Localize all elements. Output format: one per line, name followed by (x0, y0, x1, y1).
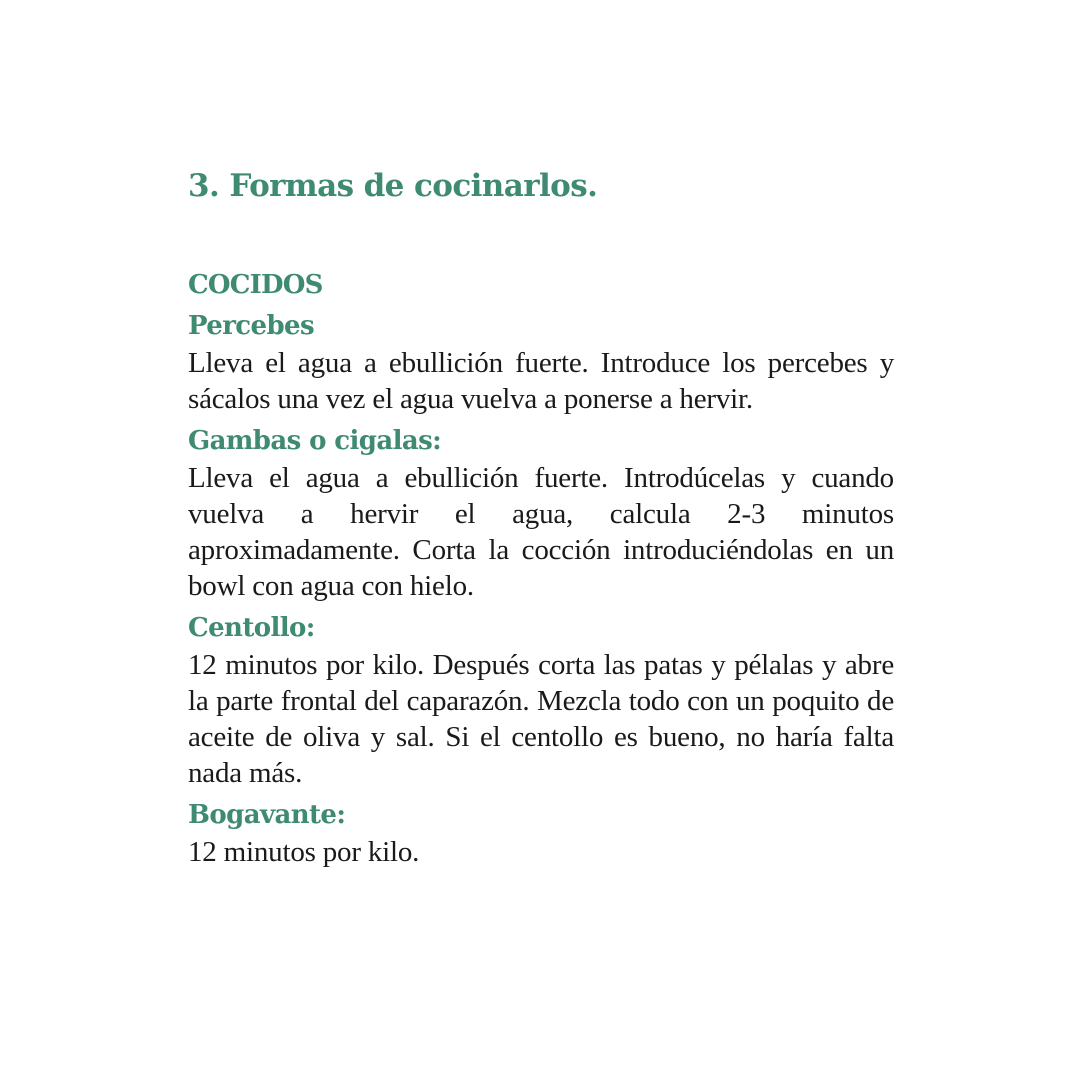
item-title: Centollo: (188, 613, 315, 643)
list-item-percebes (188, 307, 894, 417)
item-description: Lleva el agua a ebullición fuerte. Introdúcelas y cuando vuelva a hervir el agua, calcula 2-3 minutos aproximadamente. Corta la cocción introduciéndolas en un bowl con agua con hielo. (188, 462, 894, 602)
cooking-methods-list (188, 307, 894, 870)
section-heading-cocidos: COCIDOS (188, 270, 323, 300)
item-description: 12 minutos por kilo. Después corta las patas y pélalas y abre la parte frontal del caparazón. Mezcla todo con un poquito de aceite de oliva y sal. Si el centollo es bueno, no haría falta nada más. (188, 649, 894, 789)
list-item-bogavante (188, 796, 894, 870)
document-page (188, 163, 894, 875)
item-title: Gambas o cigalas: (188, 426, 442, 456)
list-item-gambas (188, 422, 894, 604)
item-title: Bogavante: (188, 800, 346, 830)
item-description: Lleva el agua a ebullición fuerte. Introduce los percebes y sácalos una vez el agua vuelva a ponerse a hervir. (188, 347, 894, 415)
item-title: Percebes (188, 311, 315, 341)
page-title: 3. Formas de cocinarlos. (188, 168, 598, 204)
list-item-centollo (188, 609, 894, 791)
item-description: 12 minutos por kilo. (188, 836, 420, 868)
